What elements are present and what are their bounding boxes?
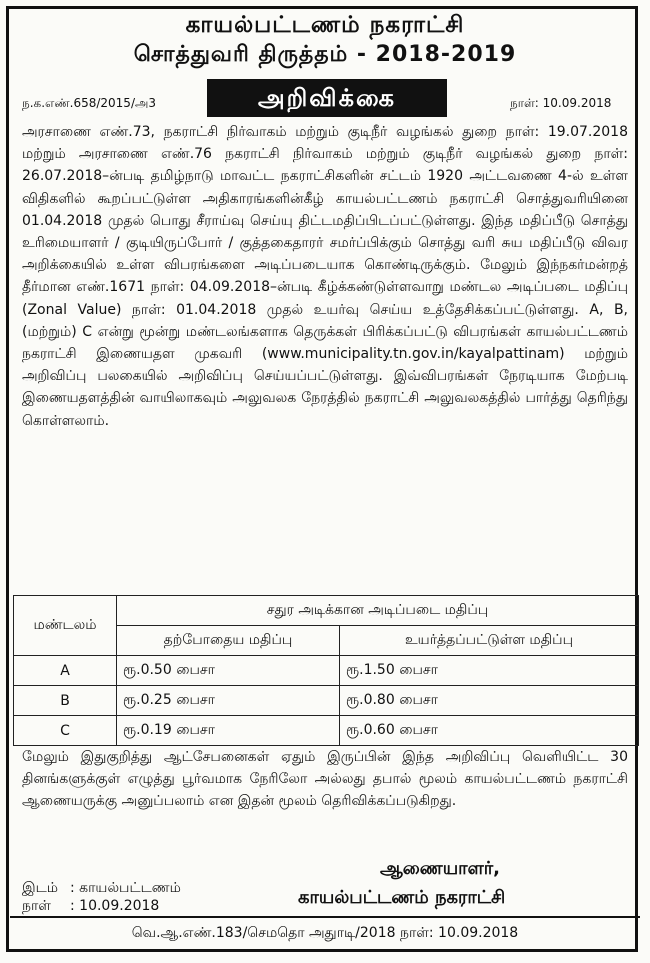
zone-cell: A (14, 656, 117, 686)
notice-subtitle: சொத்துவரி திருத்தம் - 2018-2019 (133, 42, 517, 67)
release-number-line: வெ.ஆ.எண்.183/செமதொ அதுாடி/2018 நாள்: 10.09.2018 (131, 925, 519, 941)
revised-value-cell: ரூ.0.80 பைசா (340, 686, 639, 716)
current-value-header: தற்போதைய மதிப்பு (117, 626, 340, 656)
notice-body: அரசாணை எண்.73, நகராட்சி நிர்வாகம் மற்றும் குடிநீர் வழங்கல் துறை நாள்: 19.07.2018 மற்றும் அரசாணை எண்.76 நகராட்சி நிர்வாகம் மற்றும் குடிநீர் வழங்கல் துறை நாள்: 26.07.2018–ன்படி தமிழ்நாடு மாவட்ட நகராட்சிகளின் சட்டம் 1920 அட்டவணை 4-ல் உள்ள விதிகளில் கூறப்பட்டுள்ள அதிகாரங்களின்கீழ் காயல்பட்டணம் நகராட்சி சொத்துவரியினை 01.04.2018 முதல் பொது சீராய்வு செய்யு திட்டமதிப்பிடப்பட்டுள்ளது. இந்த மதிப்பீடு சொத்து உரிமையாளர் / குடியிருப்போர் / குத்தகைதாரர் சமர்ப்பிக்கும் சொத்து வரி சுய மதிப்பீடு விவர அறிக்கையில் உள்ள விபரங்களை அடிப்படையாக கொண்டிருக்கும். மேலும் இந்நகர்மன்றத் தீர்மான எண்.1671 நாள்: 04.09.2018–ன்படி கீழ்க்கண்டுள்ளவாறு மண்டல அடிப்படை மதிப்பு (Zonal Value) நாள்: 01.04.2018 முதல் உயர்வு செய்ய உத்தேசிக்கப்பட்டுள்ளது. A, B, (மற்றும்) C என்று மூன்று மண்டலங்களாக தெருக்கள் பிரிக்கப்பட்டு விபரங்கள் காயல்பட்டணம் நகராட்சி இணையதள முகவரி (www.municipality.tn.gov.in/kayalpattinam) மற்றும் அறிவிப்பு பலகையில் அறிவிப்பு செய்யப்பட்டுள்ளது. இவ்விபரங்கள் நேரடியாக மேற்படி இணையதளத்தின் வாயிலாகவும் அலுவலக நேரத்தில் நகராட்சி அலுவலகத்தில் பார்த்து தெரிந்து கொள்ளலாம். (22, 124, 628, 429)
notice-date: நாள்: 10.09.2018 (510, 96, 612, 110)
date-label: நாள் (22, 898, 51, 914)
current-value-cell: ரூ.0.50 பைசா (117, 656, 340, 686)
date-line (22, 898, 159, 916)
reference-number: ந.க.எண்.658/2015/அ3 (22, 96, 156, 110)
objection-paragraph: மேலும் இதுகுறித்து ஆட்சேபனைகள் ஏதும் இருப்பின் இந்த அறிவிப்பு வெளியிட்ட 30 தினங்களுக்குள் எழுத்து பூர்வமாக நேரிலோ அல்லது தபால் மூலம் காயல்பட்டணம் நகராட்சி ஆணையருக்கு அனுப்பலாம் என இதன் மூலம் தெரிவிக்கப்படுகிறது. (22, 749, 628, 810)
revised-value-header: உயர்த்தப்பட்டுள்ள மதிப்பு (340, 626, 639, 656)
table-header-row (14, 596, 639, 626)
zone-header: மண்டலம் (14, 596, 117, 656)
notice-badge: அறிவிக்கை (207, 79, 447, 117)
current-value-cell: ரூ.0.19 பைசா (117, 716, 340, 746)
signatory-office: காயல்பட்டணம் நகராட்சி (298, 887, 506, 908)
revised-value-cell: ரூ.0.60 பைசா (340, 716, 639, 746)
place-line (22, 880, 181, 898)
municipality-title: காயல்பட்டணம் நகராட்சி (185, 12, 465, 38)
place-value: : காயல்பட்டணம் (70, 880, 181, 896)
current-value-cell: ரூ.0.25 பைசா (117, 686, 340, 716)
zonal-value-table (13, 595, 639, 746)
signatory-title: ஆணையாளர், (380, 858, 501, 879)
table-row (14, 686, 639, 716)
date-value: : 10.09.2018 (70, 898, 160, 914)
bottom-divider (10, 916, 640, 918)
table-row (14, 716, 639, 746)
place-label: இடம் (22, 880, 59, 896)
value-group-header: சதுர அடிக்கான அடிப்படை மதிப்பு (117, 596, 639, 626)
zone-cell: B (14, 686, 117, 716)
revised-value-cell: ரூ.1.50 பைசா (340, 656, 639, 686)
zone-cell: C (14, 716, 117, 746)
table-row (14, 656, 639, 686)
